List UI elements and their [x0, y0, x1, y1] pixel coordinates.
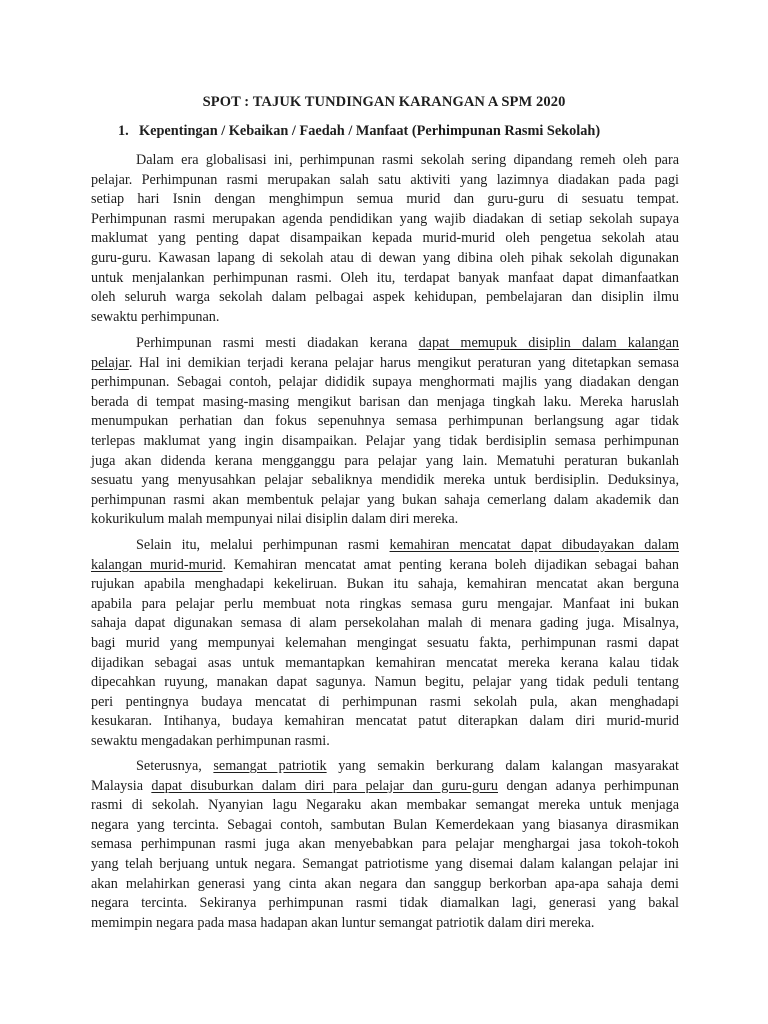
text-line — [91, 393, 679, 413]
text-line — [91, 894, 679, 914]
text-run: Dalam era globalisasi ini, perhimpunan rasmi sekolah sering dipandang remeh oleh para — [136, 152, 679, 168]
text-line — [91, 452, 679, 472]
underlined-phrase: pelajar — [91, 354, 129, 371]
text-run: yang telah berjuang untuk negara. Semangat patriotisme yang disemai dalam kalangan pelajar ini — [91, 855, 679, 872]
text-run: Seterusnya, — [136, 758, 214, 774]
text-run: bagi murid yang mempunyai kelemahan mengingat sesuatu fakta, perhimpunan rasmi dapat — [91, 634, 679, 651]
text-run: dengan adanya perhimpunan — [498, 777, 679, 794]
text-line — [91, 190, 679, 210]
text-run: juga akan didenda kerana mengganggu para pelajar yang lain. Mematuhi peraturan bukanlah — [91, 452, 679, 469]
text-run: maklumat yang penting dapat disampaikan kepada murid-murid oleh pengetua sekolah atau — [91, 230, 679, 247]
text-run: dipecahkan ruyung, manakan dapat sagunya. Namun begitu, pelajar yang tidak peduli tentang — [91, 674, 679, 691]
text-line — [91, 732, 679, 752]
text-line — [91, 471, 679, 491]
text-line — [91, 614, 679, 634]
text-line — [91, 673, 679, 693]
text-run: negara yang tercinta. Sebagai contoh, sambutan Bulan Kemerdekaan yang biasanya dirasmikan — [91, 816, 679, 833]
text-line — [91, 334, 679, 354]
text-run: dijadikan sebagai asas untuk memantapkan kemahiran mencatat mereka kerana kalau tidak — [91, 654, 679, 671]
text-line — [91, 816, 679, 836]
text-run: sahaja dapat digunakan semasa di alam persekolahan malah di menara gading juga. Misalnya, — [91, 615, 679, 632]
text-run: kokurikulum malah mempunyai nilai disiplin dalam diri mereka. — [91, 511, 459, 528]
text-run: negara tercinta. Sekiranya perhimpunan rasmi tidak diamalkan lagi, generasi yang bakal — [91, 895, 679, 912]
text-run: oleh seluruh warga sekolah dalam pelbagai aspek kehidupan, pembelajaran dan disiplin ilmu — [91, 289, 679, 306]
underlined-phrase: kalangan murid-murid — [91, 556, 223, 573]
text-run: rujukan apabila menghadapi kekeliruan. Bukan itu sahaja, kemahiran mencatat akan berguna — [91, 576, 679, 593]
text-run: perhimpunan. Sebagai contoh, pelajar dididik supaya menghormati majlis yang diadakan dengan — [91, 374, 679, 391]
text-line — [91, 269, 679, 289]
text-line — [91, 634, 679, 654]
paragraph-4 — [91, 757, 679, 933]
text-line — [91, 536, 679, 556]
text-run: apabila para pelajar perlu membuat nota ringkas semasa guru mengajar. Manfaat ini bukan — [91, 595, 679, 612]
text-line — [91, 171, 679, 191]
paragraph-2 — [91, 334, 679, 530]
text-run: Malaysia — [91, 777, 152, 794]
text-run: pelajar. Perhimpunan rasmi merupakan salah satu aktiviti yang lazimnya diadakan pada pagi — [91, 171, 679, 188]
text-run: sewaktu mengadakan perhimpunan rasmi. — [91, 732, 330, 749]
text-run: sewaktu perhimpunan. — [91, 308, 220, 325]
text-line — [91, 491, 679, 511]
text-line — [91, 373, 679, 393]
text-line — [91, 712, 679, 732]
text-line — [91, 210, 679, 230]
text-line — [91, 354, 679, 374]
section-heading — [118, 122, 678, 141]
document-title: SPOT : TAJUK TUNDINGAN KARANGAN A SPM 2020 — [202, 94, 566, 110]
text-line — [91, 412, 679, 432]
text-run: . Kemahiran mencatat amat penting kerana boleh dijadikan sebagai bahan — [222, 556, 679, 573]
text-run: berada di tempat masing-masing mengikut barisan dan menjaga tingkah laku. Mereka haruslah — [91, 393, 679, 410]
text-line — [91, 308, 679, 328]
underlined-phrase: dapat memupuk disiplin dalam kalangan — [418, 335, 679, 351]
text-run: rasmi di sekolah. Nyanyian lagu Negaraku akan membakar semangat mereka untuk menjaga — [91, 797, 679, 814]
paragraph-3 — [91, 536, 679, 752]
text-line — [91, 432, 679, 452]
text-line — [91, 510, 679, 530]
text-run: peri pentingnya budaya mencatat di perhimpunan rasmi sekolah pula, akan menghadapi — [91, 693, 679, 710]
text-line — [91, 914, 679, 934]
text-run: . Hal ini demikian terjadi kerana pelajar harus mengikut peraturan yang ditetapkan semasa — [128, 354, 679, 371]
text-run: memimpin negara pada masa hadapan akan luntur semangat patriotik dalam diri mereka. — [91, 914, 595, 931]
text-line — [91, 229, 679, 249]
text-run: Selain itu, melalui perhimpunan rasmi — [136, 537, 390, 553]
text-line — [91, 595, 679, 615]
underlined-phrase: kemahiran mencatat dapat dibudayakan dalam — [389, 537, 679, 553]
text-line — [91, 835, 679, 855]
underlined-phrase: dapat disuburkan dalam diri para pelajar dan guru-guru — [151, 777, 498, 794]
text-line — [91, 796, 679, 816]
underlined-phrase: semangat patriotik — [213, 758, 327, 774]
text-line — [91, 249, 679, 269]
text-run: terlepas maklumat yang ingin disampaikan. Pelajar yang tidak berdisiplin semasa perhimpunan — [91, 432, 679, 449]
text-run: Perhimpunan rasmi mesti diadakan kerana — [136, 335, 419, 351]
text-line — [91, 654, 679, 674]
text-line — [91, 288, 679, 308]
paragraph-1 — [91, 151, 679, 327]
text-run: setiap hari Isnin dengan menghimpun semua murid dan guru-guru di sesuatu tempat. — [91, 191, 679, 208]
text-run: sesuatu yang menyusahkan pelajar sebaliknya mendidik mereka untuk berdisiplin. Deduksinya, — [91, 472, 679, 489]
text-line — [91, 693, 679, 713]
text-run: yang semakin berkurang dalam kalangan masyarakat — [326, 758, 679, 774]
text-run: perhimpunan rasmi akan membentuk pelajar yang bukan sahaja cemerlang dalam akademik dan — [91, 491, 679, 508]
text-line — [91, 556, 679, 576]
text-line — [91, 777, 679, 797]
section-number: 1. — [118, 123, 129, 139]
text-run: semasa perhimpunan rasmi juga akan menyebabkan para pelajar menghargai jasa tokoh-tokoh — [91, 836, 679, 853]
text-line — [91, 875, 679, 895]
text-run: untuk menjalankan perhimpunan rasmi. Oleh itu, terdapat banyak manfaat dapat dimanfaatkan — [91, 269, 679, 286]
text-run: menumpukan perhatian dan fokus sepenuhnya semasa perhimpunan berlangsung agar tidak — [91, 413, 679, 430]
text-run: kesukaran. Intihanya, budaya kemahiran mencatat patut diterapkan dalam diri murid-murid — [91, 713, 679, 730]
text-line — [91, 757, 679, 777]
text-run: guru-guru. Kawasan lapang di sekolah atau di dewan yang dibina oleh pihak sekolah digunakan — [91, 249, 679, 266]
text-run: akan melahirkan generasi yang cinta akan negara dan sanggup berkorban apa-apa sahaja demi — [91, 875, 679, 892]
text-line — [91, 151, 679, 171]
text-line — [91, 575, 679, 595]
text-line — [91, 855, 679, 875]
text-run: Perhimpunan rasmi merupakan agenda pendidikan yang wajib diadakan di setiap sekolah supaya — [91, 210, 679, 227]
section-heading-text: Kepentingan / Kebaikan / Faedah / Manfaat (Perhimpunan Rasmi Sekolah) — [139, 123, 601, 139]
